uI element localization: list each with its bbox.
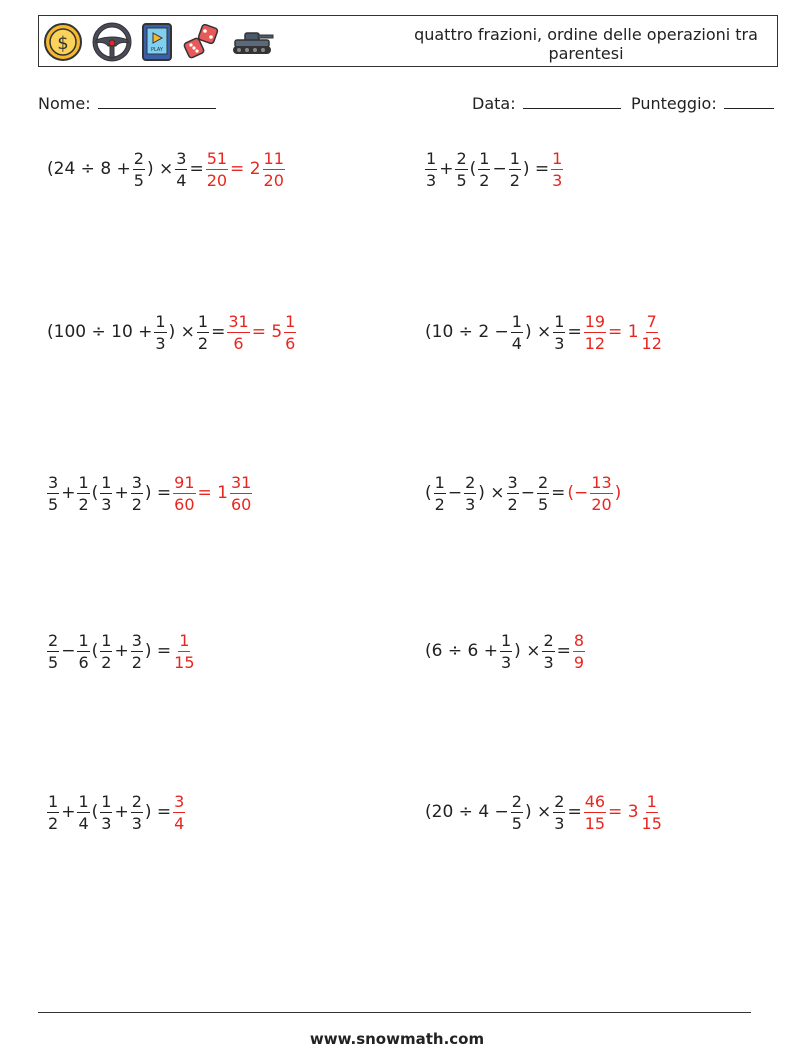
- problem-expression: [46, 312, 226, 353]
- denominator: 3: [101, 813, 112, 833]
- fraction: [537, 473, 549, 514]
- fraction: [227, 312, 249, 353]
- denominator: 2: [479, 170, 490, 190]
- fraction: [511, 792, 523, 833]
- expression-text: ) ×: [146, 159, 174, 179]
- fraction: [206, 149, 228, 190]
- denominator: 4: [174, 813, 185, 833]
- denominator: 3: [426, 170, 437, 190]
- expression-text: −: [520, 483, 535, 503]
- numerator: 2: [131, 791, 142, 811]
- denominator: 5: [456, 170, 467, 190]
- numerator: 1: [434, 472, 445, 492]
- denominator: 2: [101, 652, 112, 672]
- denominator: 15: [641, 813, 662, 833]
- svg-text:PLAY: PLAY: [150, 47, 164, 53]
- numerator: 1: [511, 311, 522, 331]
- fraction: [77, 631, 89, 672]
- fraction: [551, 149, 563, 190]
- expression-text: (: [469, 159, 477, 179]
- denominator: 3: [131, 813, 142, 833]
- expression-text: = 1: [608, 322, 639, 342]
- fraction: [553, 312, 565, 353]
- problem-3: [46, 302, 297, 362]
- numerator: 1: [101, 791, 112, 811]
- dice-icon: [182, 22, 222, 62]
- numerator: 1: [101, 472, 112, 492]
- denominator: 5: [48, 652, 59, 672]
- fraction: [77, 792, 89, 833]
- expression-text: (: [91, 483, 99, 503]
- problem-answer: [583, 792, 664, 833]
- expression-text: = 3: [608, 802, 639, 822]
- numerator: 1: [48, 791, 59, 811]
- denominator: 20: [591, 494, 612, 514]
- score-field: [631, 94, 774, 113]
- numerator: 91: [174, 472, 195, 492]
- numerator: 1: [101, 630, 112, 650]
- fraction: [464, 473, 476, 514]
- fraction: [230, 473, 252, 514]
- denominator: 2: [78, 494, 89, 514]
- numerator: 19: [584, 311, 606, 331]
- problem-8: [424, 621, 586, 681]
- problem-expression: [424, 312, 583, 353]
- fraction: [263, 149, 285, 190]
- expression-text: (−: [567, 483, 589, 503]
- expression-text: =: [551, 483, 566, 503]
- name-field: [38, 94, 216, 113]
- expression-text: =: [189, 159, 204, 179]
- fraction: [133, 149, 145, 190]
- numerator: 8: [573, 630, 585, 650]
- denominator: 3: [155, 333, 166, 353]
- worksheet-header: [38, 15, 778, 67]
- tablet-play-icon: [141, 22, 173, 62]
- expression-text: −: [447, 483, 463, 503]
- fraction: [131, 792, 143, 833]
- denominator: 60: [174, 494, 195, 514]
- fraction: [77, 473, 89, 514]
- denominator: 2: [48, 813, 59, 833]
- fraction: [154, 312, 166, 353]
- denominator: 5: [537, 494, 549, 514]
- denominator: 2: [434, 494, 445, 514]
- fraction: [584, 312, 606, 353]
- problem-expression: [424, 473, 566, 514]
- numerator: 7: [646, 311, 657, 331]
- date-blank[interactable]: [523, 94, 621, 109]
- footer-divider: [38, 1012, 751, 1013]
- problem-expression: [46, 792, 172, 833]
- fraction: [455, 149, 467, 190]
- fraction: [478, 149, 490, 190]
- problem-answer: [172, 631, 196, 672]
- expression-text: ) ×: [168, 322, 195, 342]
- fraction: [284, 312, 296, 353]
- expression-text: (: [91, 641, 99, 661]
- denominator: 15: [584, 813, 606, 833]
- expression-text: (: [425, 483, 432, 503]
- name-label: Nome:: [38, 94, 91, 113]
- fraction: [584, 792, 606, 833]
- problem-2: [424, 139, 564, 199]
- problem-answer: [572, 631, 586, 672]
- fraction: [175, 149, 187, 190]
- problem-answer: [226, 312, 297, 353]
- expression-text: = 1: [197, 483, 228, 503]
- expression-text: = 5: [251, 322, 283, 342]
- numerator: 1: [179, 630, 190, 650]
- fraction: [507, 473, 519, 514]
- numerator: 1: [552, 148, 563, 168]
- problem-answer: [205, 149, 286, 190]
- fraction: [47, 473, 59, 514]
- denominator: 2: [131, 494, 142, 514]
- numerator: 1: [197, 311, 209, 331]
- denominator: 2: [197, 333, 209, 353]
- expression-text: ) ×: [524, 322, 552, 342]
- problem-9: [46, 782, 186, 842]
- numerator: 2: [48, 630, 59, 650]
- numerator: 1: [78, 472, 89, 492]
- expression-text: ): [614, 483, 622, 503]
- numerator: 3: [507, 472, 518, 492]
- numerator: 13: [591, 472, 612, 492]
- expression-text: +: [114, 641, 129, 661]
- numerator: 2: [554, 791, 565, 811]
- problem-answer: [583, 312, 664, 353]
- score-blank[interactable]: [724, 94, 774, 109]
- problem-expression: [46, 473, 172, 514]
- name-blank[interactable]: [98, 94, 216, 109]
- expression-text: = 2: [230, 159, 261, 179]
- problem-expression: [424, 631, 572, 672]
- numerator: 1: [78, 630, 89, 650]
- problem-expression: [424, 149, 550, 190]
- numerator: 31: [228, 311, 249, 331]
- denominator: 3: [500, 652, 512, 672]
- denominator: 60: [231, 494, 252, 514]
- numerator: 51: [206, 148, 228, 168]
- problem-answer: [172, 792, 186, 833]
- fraction: [100, 631, 112, 672]
- expression-text: ) ×: [524, 802, 552, 822]
- denominator: 5: [133, 170, 144, 190]
- fraction: [509, 149, 521, 190]
- numerator: 2: [133, 148, 144, 168]
- numerator: 3: [176, 148, 187, 168]
- denominator: 12: [584, 333, 606, 353]
- denominator: 4: [176, 170, 187, 190]
- expression-text: (24 ÷ 8 +: [47, 159, 131, 179]
- numerator: 1: [285, 311, 296, 331]
- fraction: [641, 792, 663, 833]
- fraction: [131, 631, 143, 672]
- expression-text: ) =: [144, 802, 172, 822]
- fraction: [173, 473, 195, 514]
- denominator: 9: [573, 652, 585, 672]
- problem-expression: [424, 792, 583, 833]
- problem-7: [46, 621, 197, 681]
- denominator: 20: [263, 170, 284, 190]
- expression-text: =: [567, 322, 582, 342]
- fraction: [573, 631, 585, 672]
- numerator: 1: [509, 148, 520, 168]
- numerator: 11: [263, 148, 284, 168]
- expression-text: −: [61, 641, 76, 661]
- fraction: [511, 312, 523, 353]
- date-label: Data:: [472, 94, 516, 113]
- problem-answer: [550, 149, 564, 190]
- steering-wheel-icon: [92, 22, 132, 62]
- numerator: 1: [646, 791, 657, 811]
- numerator: 3: [48, 472, 59, 492]
- denominator: 3: [554, 333, 565, 353]
- denominator: 2: [509, 170, 520, 190]
- fraction: [500, 631, 512, 672]
- denominator: 4: [511, 333, 522, 353]
- fraction: [173, 792, 185, 833]
- problem-10: [424, 782, 664, 842]
- expression-text: =: [556, 641, 571, 661]
- numerator: 3: [131, 630, 142, 650]
- denominator: 5: [511, 813, 522, 833]
- denominator: 4: [78, 813, 89, 833]
- numerator: 2: [456, 148, 467, 168]
- fraction: [197, 312, 209, 353]
- numerator: 1: [78, 791, 89, 811]
- expression-text: −: [492, 159, 507, 179]
- problem-answer: [566, 473, 622, 514]
- numerator: 3: [174, 791, 185, 811]
- footer-url: www.snowmath.com: [309, 1030, 485, 1048]
- denominator: 2: [507, 494, 518, 514]
- problem-6: [424, 463, 622, 523]
- expression-text: (100 ÷ 10 +: [47, 322, 153, 342]
- denominator: 3: [543, 652, 554, 672]
- expression-text: +: [61, 483, 76, 503]
- expression-text: (: [91, 802, 99, 822]
- denominator: 3: [554, 813, 565, 833]
- denominator: 6: [285, 333, 296, 353]
- fraction: [542, 631, 554, 672]
- fraction: [47, 792, 59, 833]
- problem-1: [46, 139, 286, 199]
- denominator: 3: [101, 494, 112, 514]
- fraction: [425, 149, 437, 190]
- expression-text: (10 ÷ 2 −: [425, 322, 509, 342]
- denominator: 12: [641, 333, 662, 353]
- problem-expression: [46, 631, 172, 672]
- numerator: 2: [511, 791, 522, 811]
- denominator: 6: [78, 652, 89, 672]
- numerator: 46: [584, 791, 606, 811]
- numerator: 1: [500, 630, 512, 650]
- expression-text: +: [439, 159, 454, 179]
- problem-5: [46, 463, 253, 523]
- expression-text: =: [211, 322, 226, 342]
- expression-text: ) =: [144, 641, 172, 661]
- expression-text: (6 ÷ 6 +: [425, 641, 498, 661]
- expression-text: ) =: [144, 483, 172, 503]
- worksheet-title: quattro frazioni, ordine delle operazioni tra parentesi: [414, 25, 758, 63]
- fraction: [173, 631, 195, 672]
- expression-text: (20 ÷ 4 −: [425, 802, 509, 822]
- denominator: 20: [206, 170, 228, 190]
- expression-text: +: [114, 802, 129, 822]
- svg-text:$: $: [57, 33, 69, 54]
- fraction: [131, 473, 143, 514]
- numerator: 1: [426, 148, 437, 168]
- coin-icon: [43, 22, 83, 62]
- denominator: 5: [48, 494, 59, 514]
- denominator: 6: [233, 333, 244, 353]
- denominator: 2: [131, 652, 142, 672]
- denominator: 3: [552, 170, 563, 190]
- fraction: [47, 631, 59, 672]
- fraction: [100, 473, 112, 514]
- expression-text: =: [567, 802, 582, 822]
- numerator: 2: [537, 472, 549, 492]
- problem-expression: [46, 149, 205, 190]
- date-field: [472, 94, 621, 113]
- tank-icon: [231, 27, 275, 57]
- fraction: [100, 792, 112, 833]
- expression-text: +: [114, 483, 129, 503]
- numerator: 31: [231, 472, 252, 492]
- problem-answer: [172, 473, 253, 514]
- fraction: [434, 473, 446, 514]
- score-label: Punteggio:: [631, 94, 717, 113]
- fraction: [641, 312, 663, 353]
- numerator: 1: [554, 311, 565, 331]
- numerator: 2: [543, 630, 554, 650]
- expression-text: +: [61, 802, 76, 822]
- fraction: [553, 792, 565, 833]
- denominator: 15: [174, 652, 195, 672]
- expression-text: ) ×: [478, 483, 505, 503]
- numerator: 1: [155, 311, 166, 331]
- denominator: 3: [465, 494, 476, 514]
- numerator: 2: [465, 472, 476, 492]
- expression-text: ) =: [522, 159, 550, 179]
- numerator: 3: [131, 472, 142, 492]
- expression-text: ) ×: [514, 641, 541, 661]
- header-icons: [43, 21, 275, 63]
- numerator: 1: [479, 148, 490, 168]
- fraction: [590, 473, 612, 514]
- problem-4: [424, 302, 664, 362]
